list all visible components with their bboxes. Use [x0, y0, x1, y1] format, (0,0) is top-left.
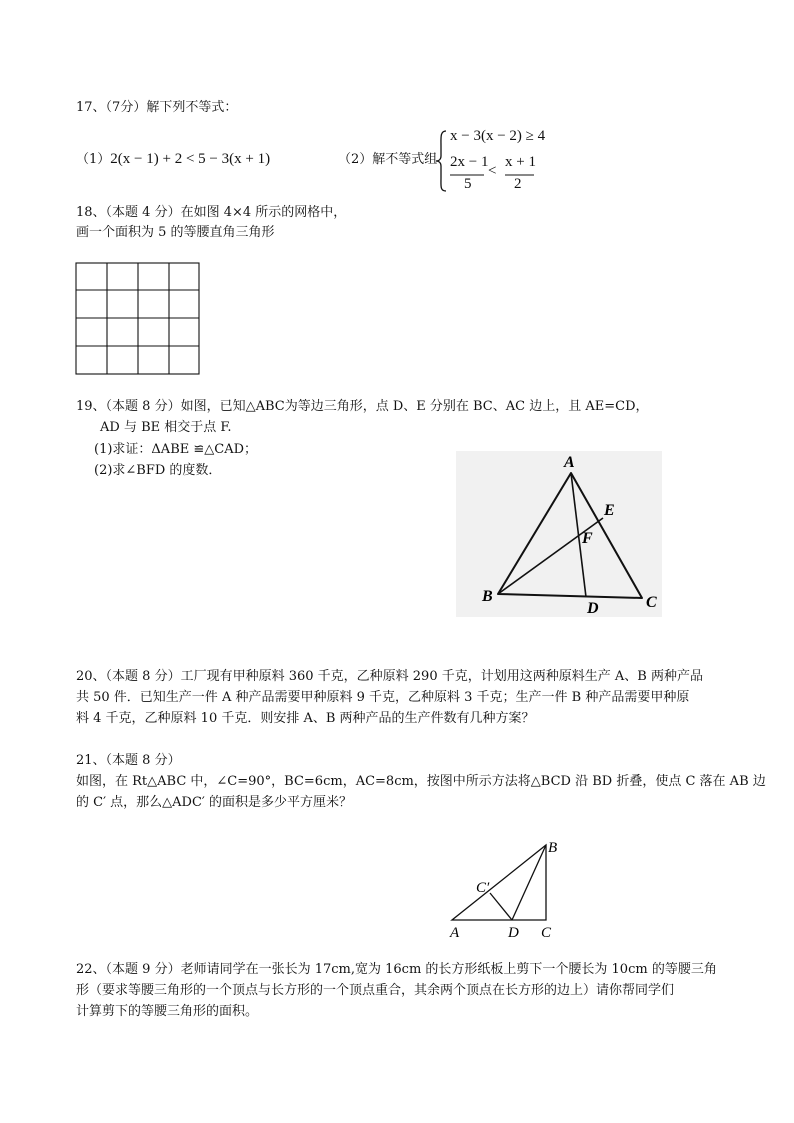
q20-line1: 20、（本题 8 分）工厂现有甲种原料 360 千克，乙种原料 290 千克，计划用这两种原料生产 A、B 两种产品	[76, 669, 703, 684]
q21-line2: 的 C′ 点，那么△ADC′ 的面积是多少平方厘米？	[76, 795, 353, 810]
q21-title: 21、（本题 8 分）	[76, 753, 181, 768]
q22-line2: 形（要求等腰三角形的一个顶点与长方形的一个顶点重合，其余两个顶点在长方形的边上）请你帮同学们	[76, 983, 675, 998]
q21-label-b: B	[548, 840, 558, 856]
q19-sub1: (1)求证：ΔABE ≌△CAD；	[94, 442, 258, 457]
q17-part2-label: （2）解不等式组	[338, 152, 438, 167]
q21-right-triangle-figure	[444, 836, 564, 944]
q21-label-c: C	[541, 925, 552, 941]
q21-label-d: D	[508, 925, 519, 941]
q21-segment-dc-prime	[490, 893, 512, 920]
q20-line2: 共 50 件．已知生产一件 A 种产品需要甲种原料 9 千克，乙种原料 3 千克；生产一件 B 种产品需要甲种原	[76, 690, 690, 705]
q18-grid-4x4	[75, 262, 201, 376]
q21-triangle-abc	[452, 845, 546, 920]
q21-label-a: A	[450, 925, 460, 941]
q19-label-c: C	[646, 594, 657, 611]
q17-system-numerator2: x + 1	[505, 154, 536, 170]
q17-part1-label: （1）	[76, 152, 111, 167]
q19-line1: 19、（本题 8 分）如图，已知△ABC为等边三角形，点 D、E 分别在 BC、AC 边上，且 AE=CD，	[76, 399, 649, 414]
q19-sub2: (2)求∠BFD 的度数．	[94, 463, 222, 478]
q21-label-c-prime: C′	[476, 880, 490, 896]
q19-label-f: F	[582, 530, 593, 547]
q22-line1: 22、（本题 9 分）老师请同学在一张长为 17cm,宽为 16cm 的长方形纸板上剪下一个腰长为 10cm 的等腰三角	[76, 962, 717, 977]
q17-system-line1: x − 3(x − 2) ≥ 4	[450, 128, 546, 144]
q19-label-b: B	[482, 588, 493, 605]
q17-part1	[76, 148, 270, 168]
q19-label-e: E	[604, 502, 615, 519]
q20-line3: 料 4 千克，乙种原料 10 千克．则安排 A、B 两种产品的生产件数有几种方案？	[76, 711, 535, 726]
q17-system-denominator2: 2	[514, 176, 522, 192]
q18-line2: 画一个面积为 5 的等腰直角三角形	[76, 225, 275, 240]
q17-part1-expression: 2(x − 1) + 2 < 5 − 3(x + 1)	[110, 151, 271, 167]
q17-system-denominator1: 5	[464, 176, 472, 192]
q17-system-numerator1: 2x − 1	[450, 154, 489, 170]
q22-line3: 计算剪下的等腰三角形的面积。	[76, 1004, 259, 1019]
q18-line1: 18、（本题 4 分）在如图 4×4 所示的网格中，	[76, 205, 347, 220]
q19-label-d: D	[587, 600, 599, 617]
q21-segment-bd	[512, 845, 546, 920]
q19-triangle-figure	[456, 451, 662, 617]
q17-title: 17、（7分）解下列不等式：	[76, 100, 238, 115]
q19-line2: AD 与 BE 相交于点 F.	[100, 420, 232, 435]
q19-label-a: A	[564, 454, 575, 471]
q21-line1: 如图，在 Rt△ABC 中，∠C=90°，BC=6cm，AC=8cm，按图中所示方法将△BCD 沿 BD 折叠，使点 C 落在 AB 边	[76, 774, 766, 789]
q17-system-less-than: <	[488, 163, 497, 179]
